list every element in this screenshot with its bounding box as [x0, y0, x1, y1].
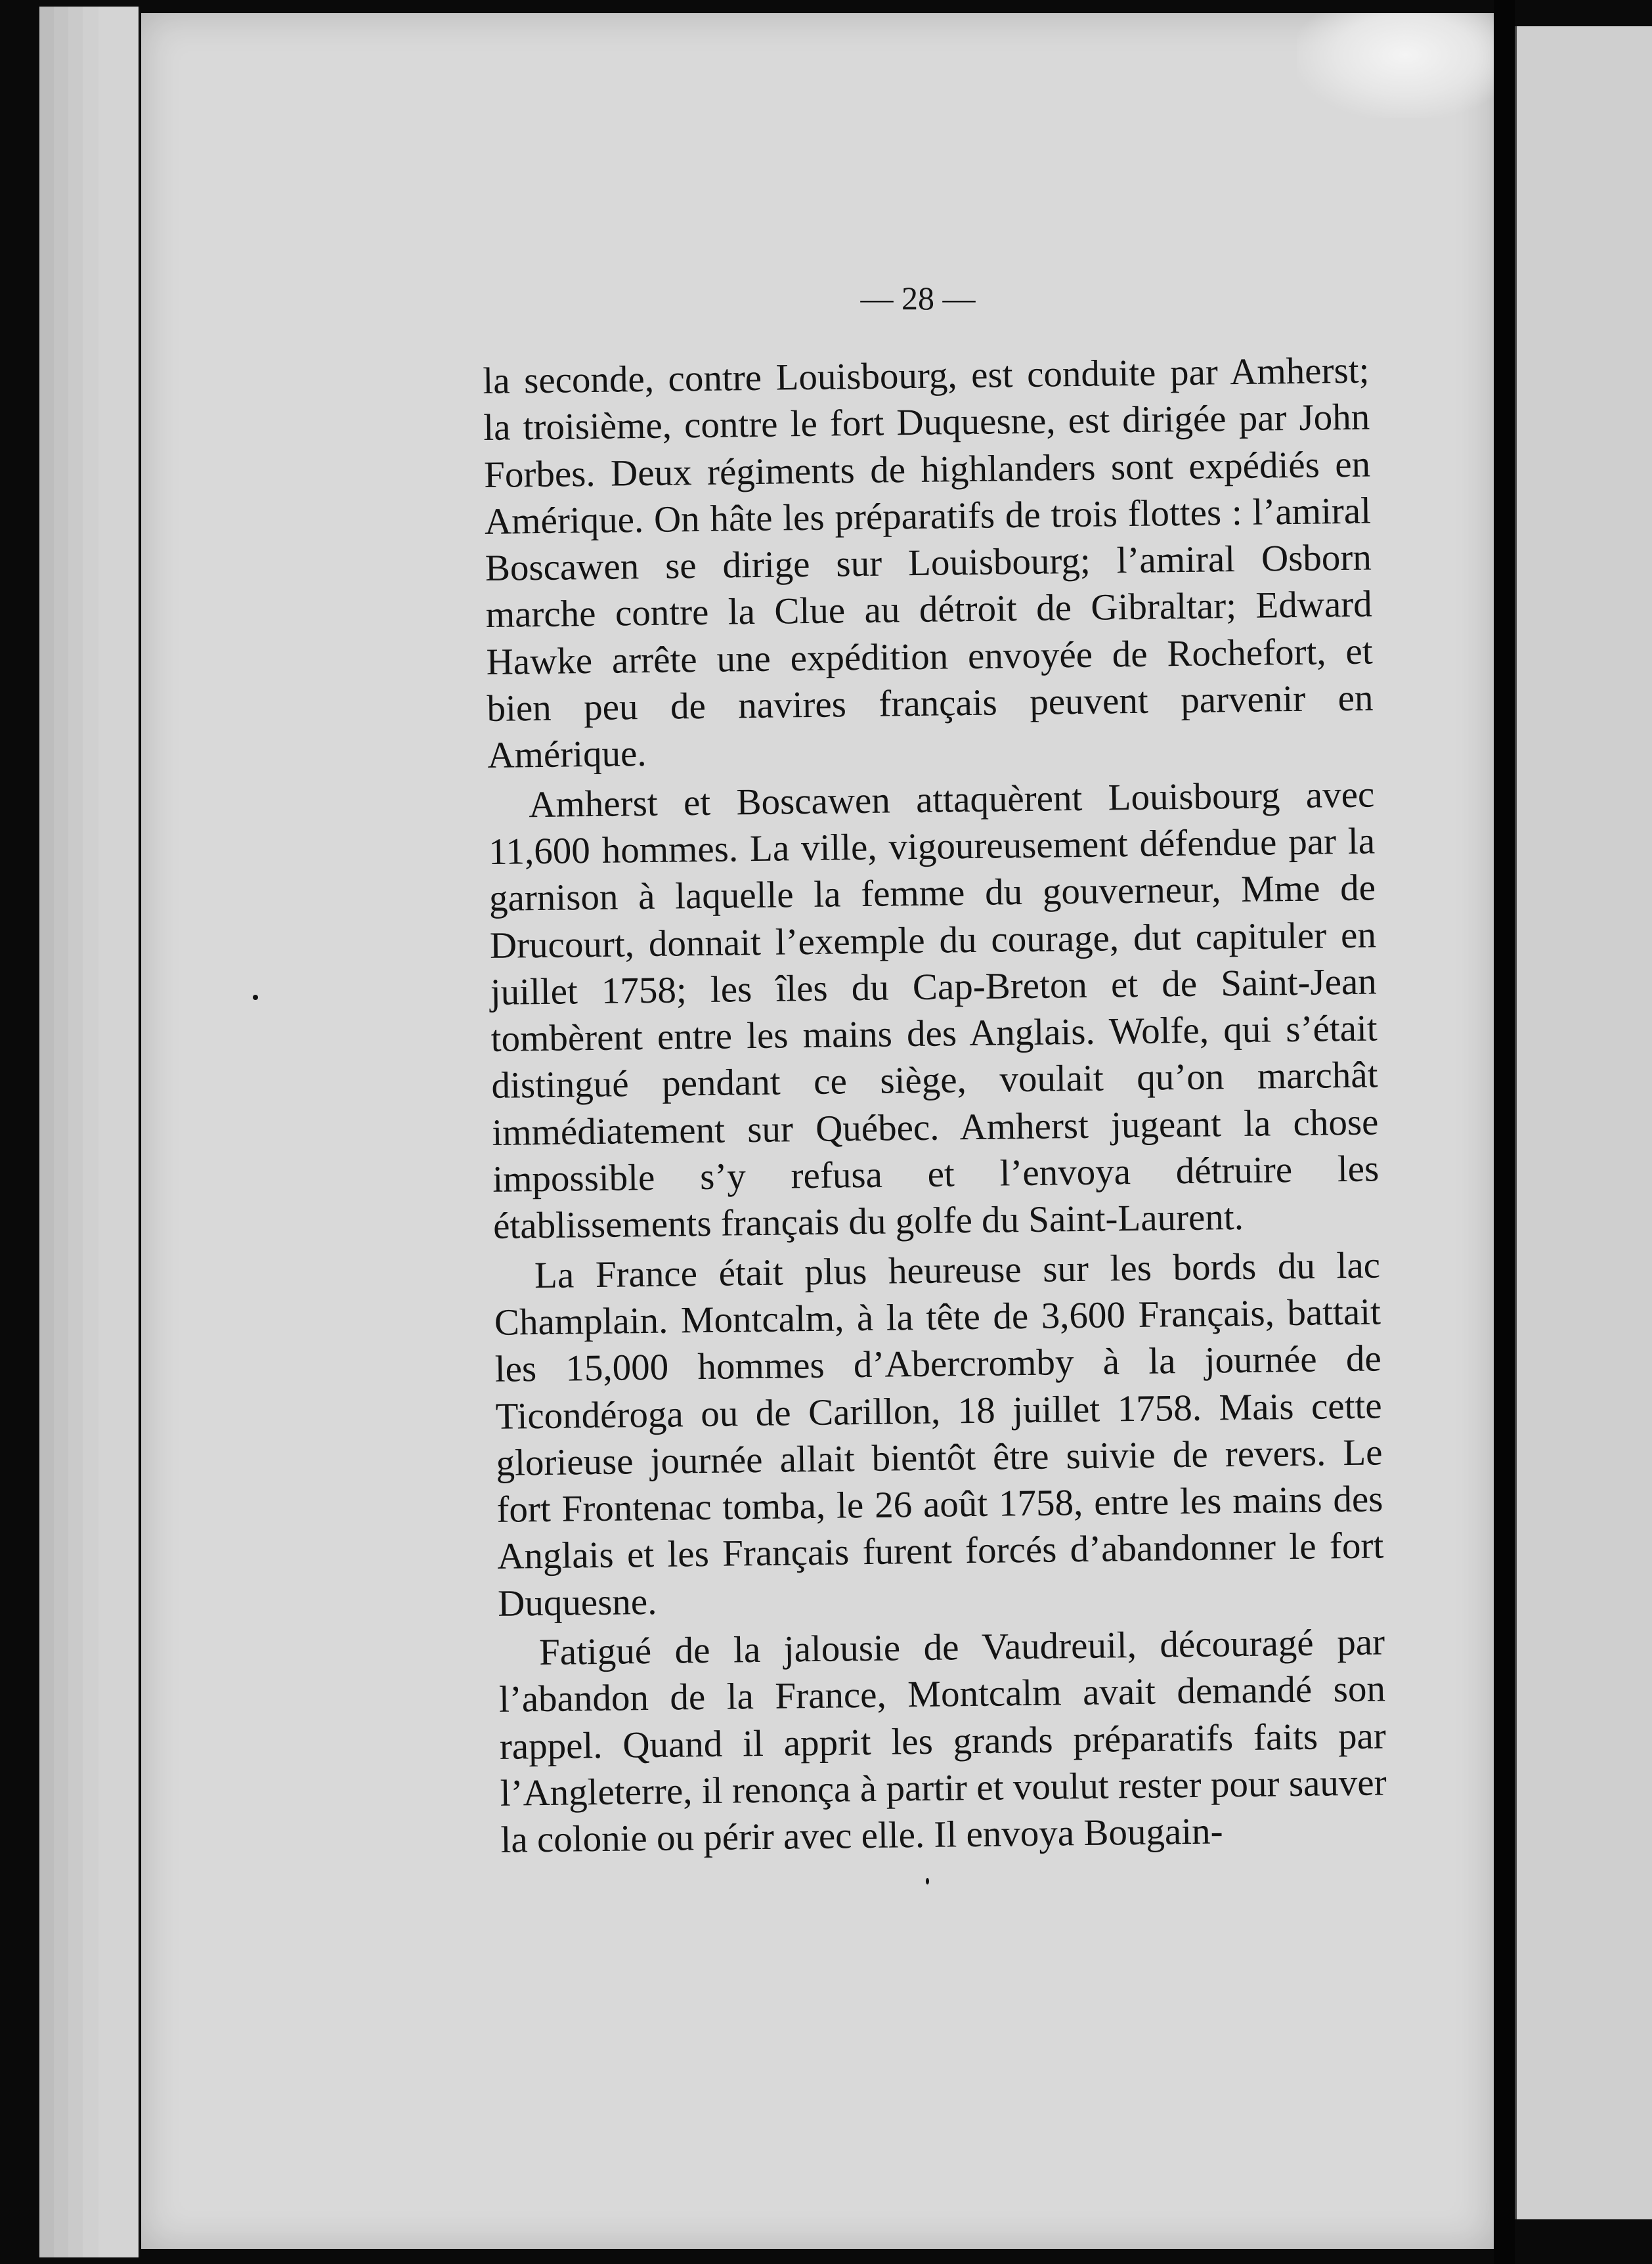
paper-tear [1297, 13, 1494, 118]
page-edge [98, 7, 139, 2257]
facing-page-edge [1515, 26, 1652, 2219]
paragraph: la seconde, contre Louisbourg, est conduite par Amherst; la troisième, contre le fort Duquesne, est dirigée par John Forbes. Deux régiments de highlanders sont expédiés en Amérique. On hâte les préparatifs de trois flottes : l’amiral Boscawen se dirige sur Louisbourg; l’amiral Osborn marche contre la Clue au détroit de Gibraltar; Edward Hawke arrête une expédition envoyée de Rochefort, et bien peu de navires français peuvent parvenir en Amérique. [483, 349, 1374, 777]
paragraph: Amherst et Boscawen attaquèrent Louisbourg avec 11,600 hommes. La ville, vigoureusement défendue par la garnison à laquelle la femme du gouverneur, Mme de Drucourt, donnait l’exemple du courage, dut capituler en juillet 1758; les îles du Cap-Breton et de Saint-Jean tombèrent entre les mains des Anglais. Wolfe, qui s’était distingué pendant ce siège, voulait qu’on marchât immédiatement sur Québec. Amherst jugeant la chose impossible s’y refusa et l’envoya détruire les établissements français du golfe du Saint-Laurent. [488, 773, 1380, 1248]
book-gutter [1494, 0, 1515, 2264]
paragraph: La France était plus heureuse sur les bords du lac Champlain. Montcalm, à la tête de 3,600 Français, battait les 15,000 hommes d’Abercromby à la journée de Ticondéroga ou de Carillon, 18 juillet 1758. Mais cette glorieuse journée allait bientôt être suivie de revers. Le fort Frontenac tomba, le 26 août 1758, entre les mains des Anglais et les Français furent forcés d’abandonner le fort Duquesne. [494, 1244, 1384, 1624]
paragraph: Fatigué de la jalousie de Vaudreuil, découragé par l’abandon de la France, Montcalm avait demandé son rappel. Quand il apprit les grands préparatifs faits par l’Angleterre, il renonça à partir et voulut rester pour sauver la colonie ou périr avec elle. Il envoya Bougain- [498, 1621, 1387, 1861]
ink-speck [926, 1878, 929, 1884]
ink-speck [253, 995, 258, 1000]
page-number: — 28 — [860, 280, 976, 316]
body-text [483, 347, 1387, 1864]
